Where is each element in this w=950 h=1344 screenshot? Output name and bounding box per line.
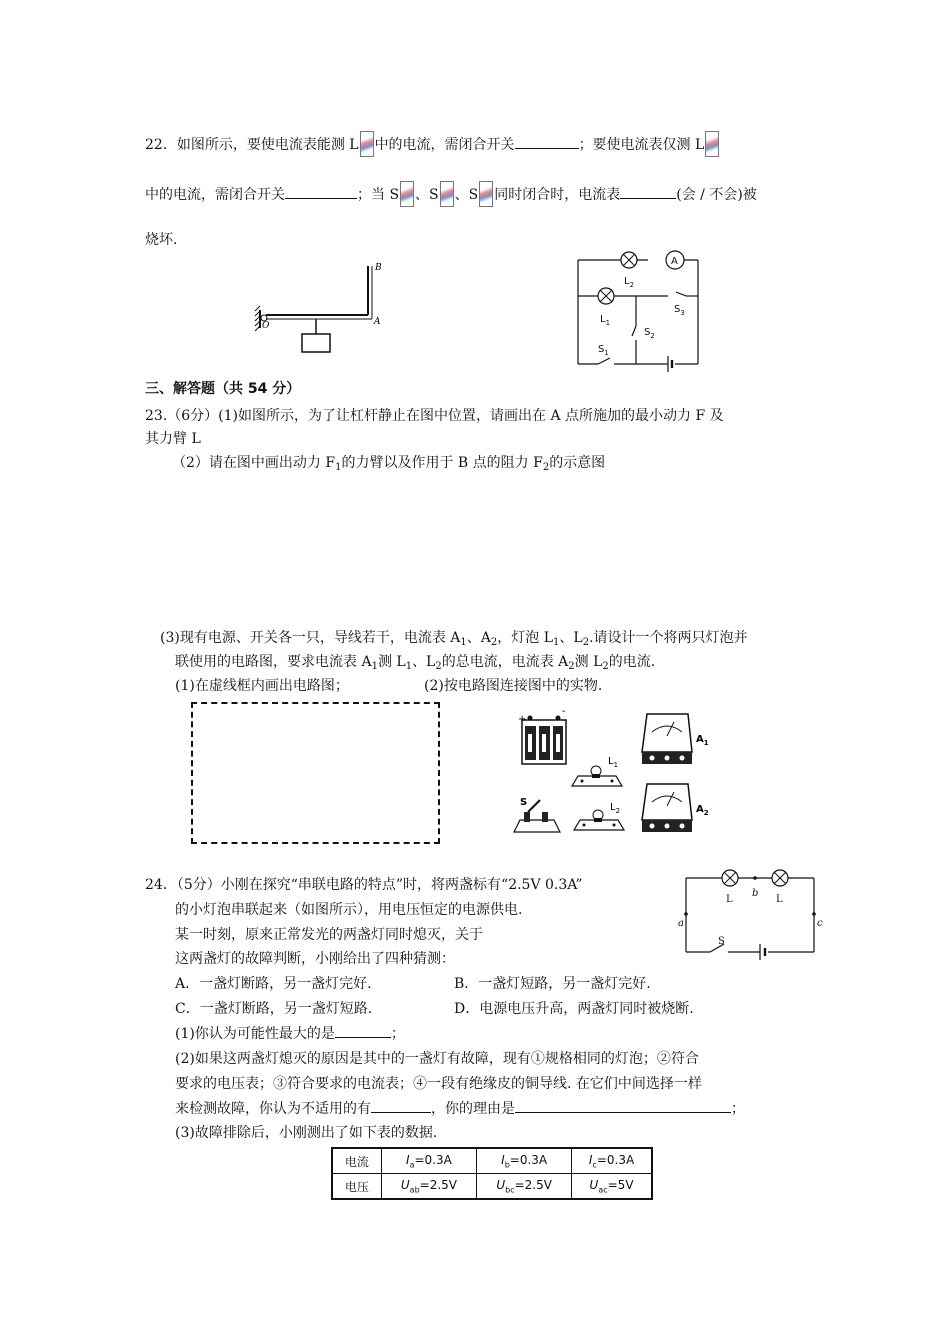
q24-sub1: (1)你认为可能性最大的是 ； <box>175 1023 405 1043</box>
table-row <box>332 1148 652 1174</box>
ammeter-label: A <box>671 256 678 267</box>
plus-label: + <box>518 714 527 725</box>
lamp-left-label: L <box>726 894 733 905</box>
table-row <box>332 1174 652 1200</box>
switch-label: S <box>718 936 725 947</box>
q22-line1: 22．如图所示，要使电流表能测 L 中的电流，需闭合开关 ；要使电流表仅测 L <box>145 131 720 157</box>
q23-line2: 其力臂 L <box>145 431 201 447</box>
q24-line4: 这两盏灯的故障判断，小刚给出了四种猜测： <box>175 951 455 967</box>
q23-line1: 23.（6分）(1)如图所示，为了让杠杆静止在图中位置，请画出在 A 点所施加的最小动力 F 及 <box>145 408 724 424</box>
q23-part2: （2）请在图中画出动力 $F_1$的力臂以及作用于 B 点的阻力 $F_2$的示意图 <box>172 455 606 473</box>
q24-option-b: B．一盏灯短路，另一盏灯完好. <box>454 976 651 992</box>
q24-option-a: A．一盏灯断路，另一盏灯完好. <box>175 976 372 992</box>
table-cell: 电流 <box>332 1148 381 1174</box>
table-cell: $U_{ab}=2.5V$ <box>381 1174 477 1200</box>
point-b-label: B <box>375 263 382 273</box>
q24-line2: 的小灯泡串联起来（如图所示），用电压恒定的电源供电. <box>175 902 523 918</box>
point-b-label: b <box>752 888 759 899</box>
q24-sub3: (3)故障排除后，小刚测出了如下表的数据. <box>175 1125 438 1141</box>
q24-option-d: D．电源电压升高，两盏灯同时被烧断. <box>454 1001 694 1017</box>
q24-option-c: C．一盏灯断路，另一盏灯短路. <box>175 1001 373 1017</box>
q24-sub2-line2: 要求的电压表；③符合要求的电流表；④一段有绝缘皮的铜导线. 在它们中间选择一样 <box>175 1076 702 1092</box>
section-heading: 三、解答题（共 54 分） <box>145 381 301 397</box>
q23-part3-line2: 联使用的电路图，要求电流表 $A_1$测 $L_1$、$L_2$的总电流，电流表 $A_2$测 $L_2$的电流. <box>175 654 656 672</box>
point-a-label: A <box>374 317 381 327</box>
q23-task2: (2)按电路图连接图中的实物. <box>424 678 603 694</box>
table-cell: 电压 <box>332 1174 381 1200</box>
circuit-diagram-q22 <box>568 248 718 372</box>
point-a-label: a <box>678 918 684 929</box>
q24-sub2-line3: 来检测故障，你认为不适用的有 ，你的理由是 ； <box>175 1098 745 1118</box>
a2-label: $A_2$ <box>696 804 709 817</box>
table-cell: $I_b=0.3A$ <box>477 1148 572 1174</box>
table-cell: $I_a=0.3A$ <box>381 1148 477 1174</box>
lever-diagram <box>250 258 390 358</box>
embedded-image-icon <box>705 131 719 157</box>
minus-label: - <box>562 708 566 717</box>
lamp2-label: $L_2$ <box>624 276 635 289</box>
switch-s3-label: $S_3$ <box>674 304 685 317</box>
a1-label: $A_1$ <box>696 734 709 747</box>
q24-line1: 24．（5分）小刚在探究“串联电路的特点”时，将两盏标有“2.5V 0.3A” <box>145 877 583 893</box>
switch-s2-label: $S_2$ <box>644 327 655 340</box>
table-cell: $I_c=0.3A$ <box>572 1148 652 1174</box>
switch-s1-label: $S_1$ <box>598 344 609 357</box>
embedded-image-icon <box>400 181 414 207</box>
q24-line3: 某一时刻，原来正常发光的两盏灯同时熄灭，关于 <box>175 927 483 943</box>
ammeter-a2-icon <box>642 784 692 832</box>
l2-label: $L_2$ <box>610 802 621 815</box>
table-cell: $U_{ac}=5V$ <box>572 1174 652 1200</box>
q23-part3-line1: (3)现有电源、开关各一只，导线若干，电流表 $A_1$、$A_2$，灯泡 $L_1$、$L_2$.请设计一个将两只灯泡并 <box>160 630 748 648</box>
q24-sub2-line1: (2)如果这两盏灯熄灭的原因是其中的一盏灯有故障，现有①规格相同的灯泡；②符合 <box>175 1051 699 1067</box>
lamp-right-label: L <box>776 894 783 905</box>
l1-label: $L_1$ <box>608 756 619 769</box>
circuit-diagram-q24 <box>676 864 826 960</box>
s-label: S <box>520 797 528 808</box>
drawing-box[interactable] <box>191 702 440 844</box>
bulb-l1-icon <box>572 766 622 786</box>
battery-icon <box>522 716 566 765</box>
embedded-image-icon <box>360 131 374 157</box>
physical-components <box>512 708 722 838</box>
table-cell: $U_{bc}=2.5V$ <box>477 1174 572 1200</box>
point-o-label: O <box>262 321 270 331</box>
embedded-image-icon <box>440 181 454 207</box>
q22-line3: 烧坏. <box>145 232 178 248</box>
q23-task1: (1)在虚线框内画出电路图； <box>175 678 349 694</box>
ammeter-a1-icon <box>642 714 692 764</box>
embedded-image-icon <box>479 181 493 207</box>
lamp1-label: $L_1$ <box>600 314 611 327</box>
measurement-table <box>331 1147 653 1200</box>
q22-line2: 中的电流，需闭合开关 ；当 S 、S 、S 同时闭合时，电流表 (会 / 不会)被 <box>145 181 757 207</box>
point-c-label: c <box>817 918 823 929</box>
